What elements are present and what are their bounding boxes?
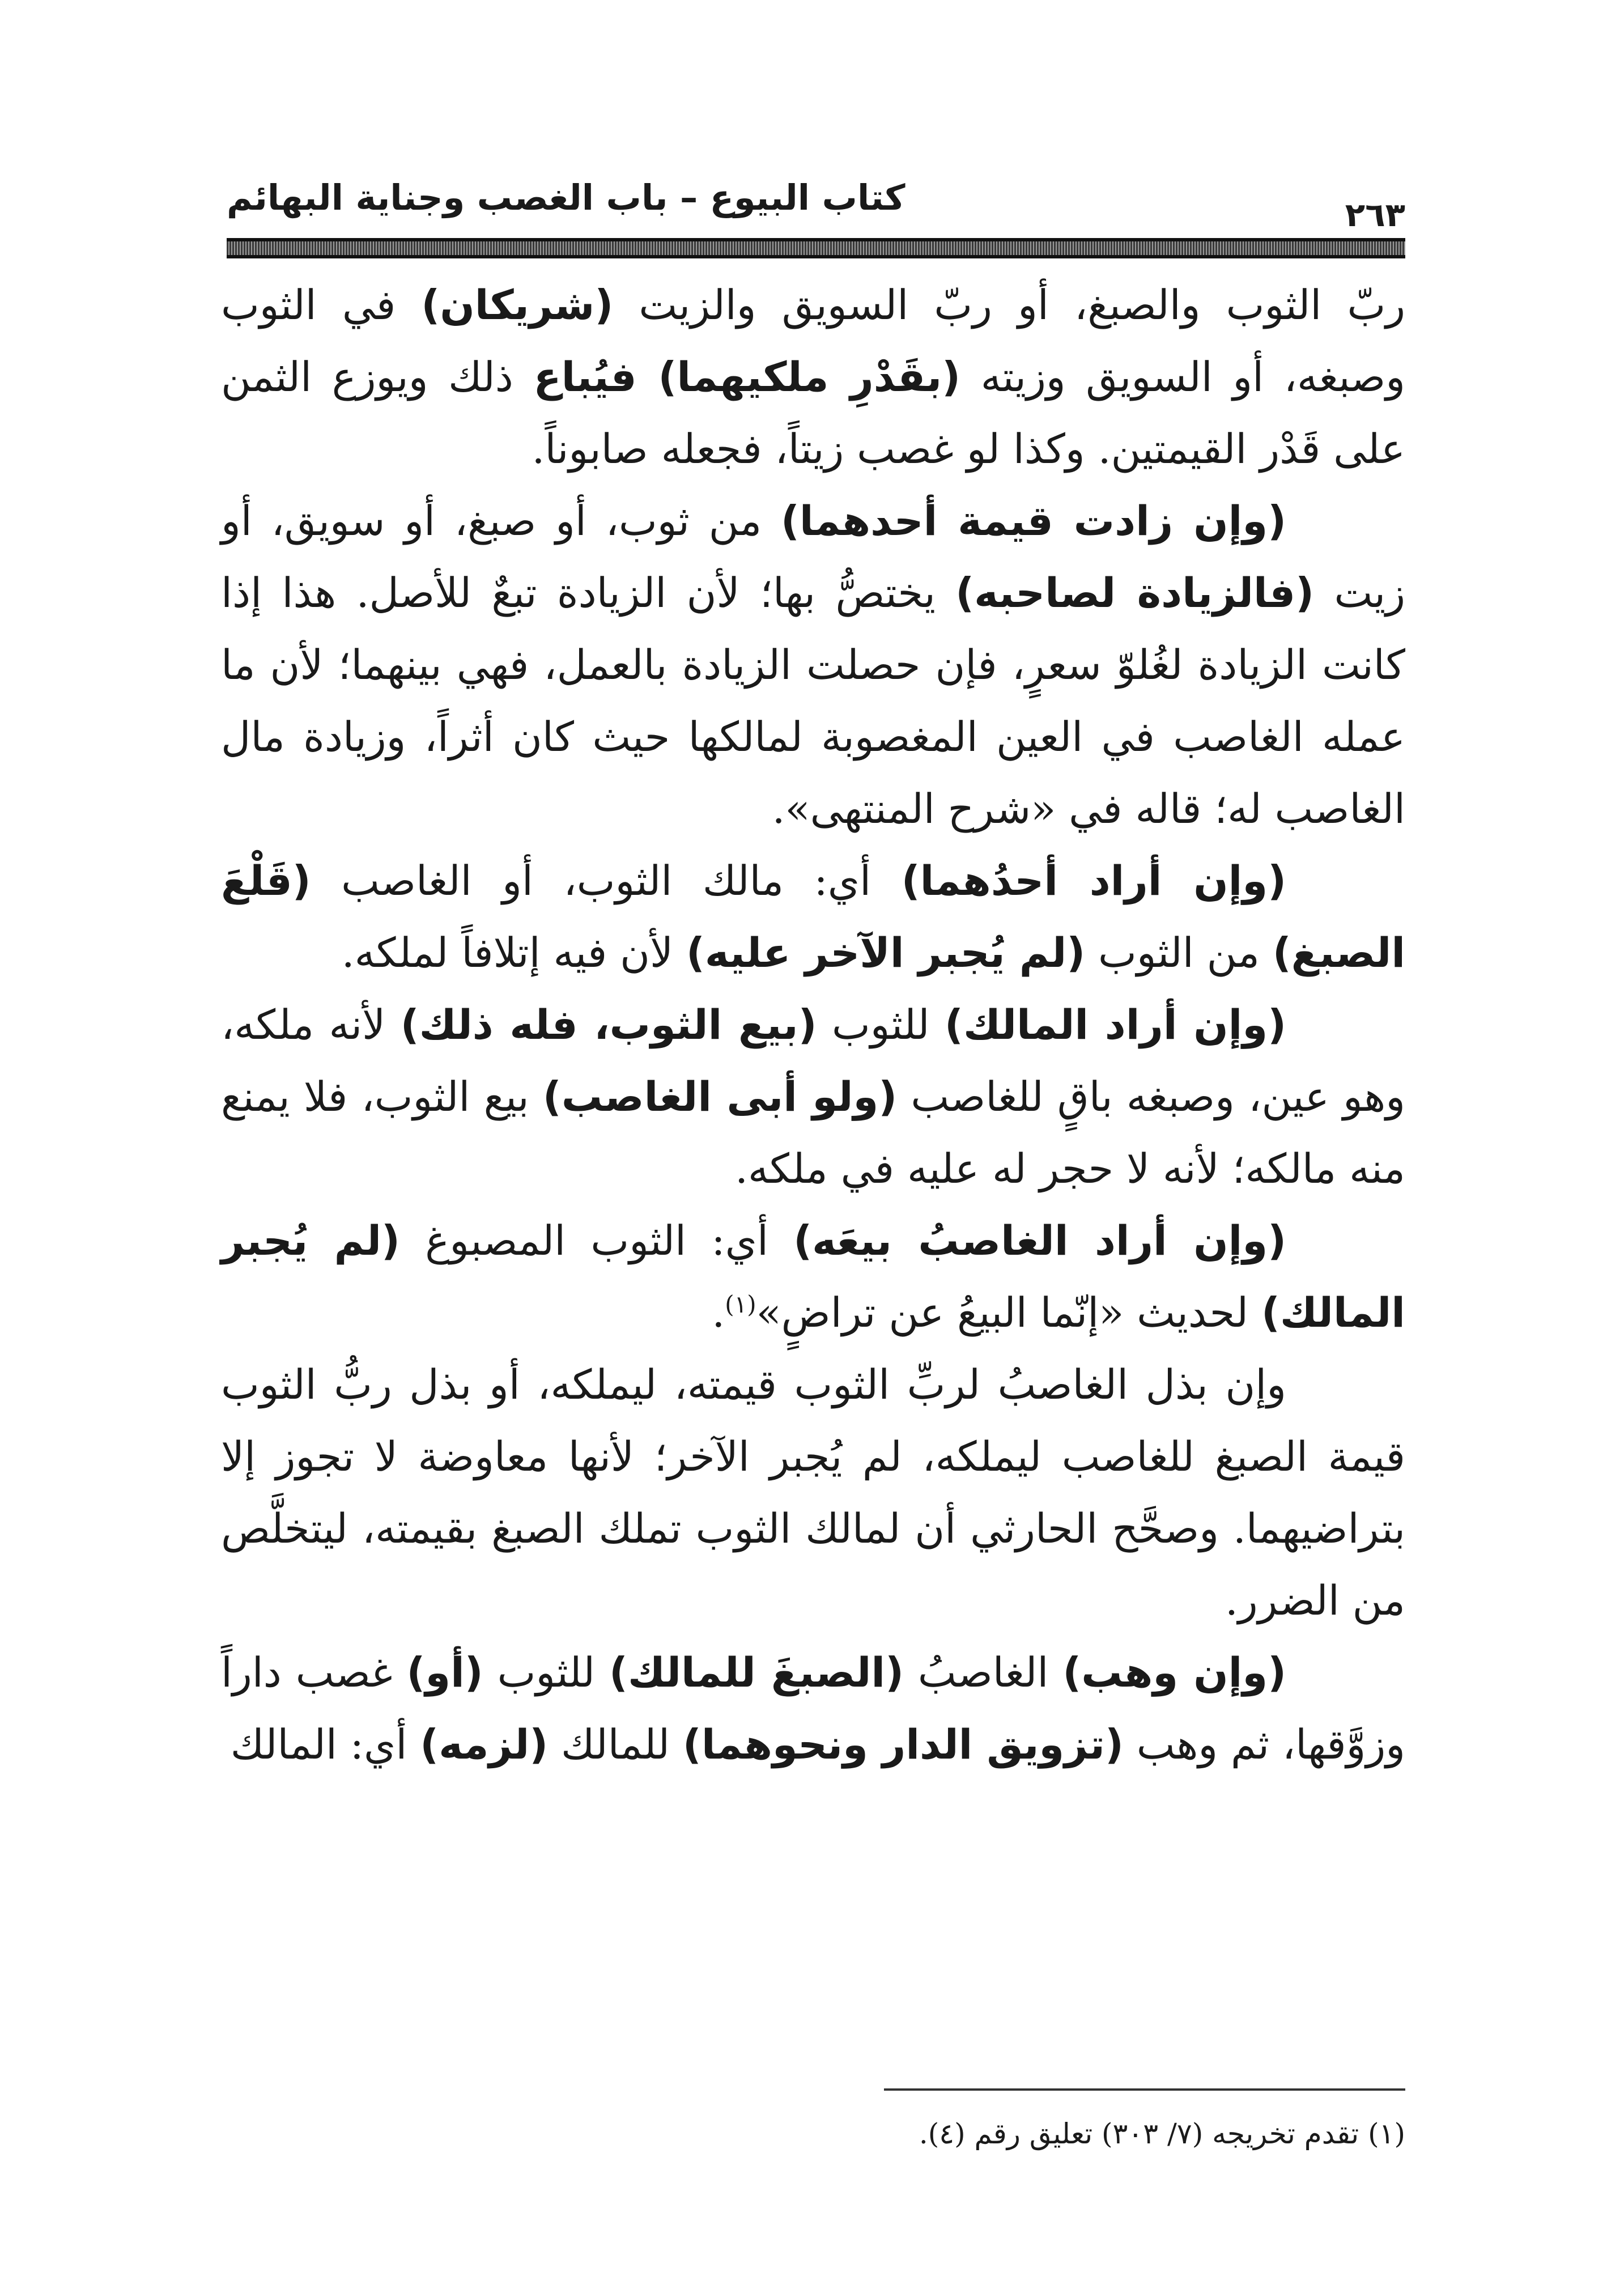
main-text bbox=[221, 269, 1405, 1781]
paragraph-1: ربّ الثوب والصبغ، أو ربّ السويق والزيت (شريكان) في الثوب وصبغه، أو السويق وزيته (بقَدْرِ ملكيهما) فيُباع ذلك ويوزع الثمن على قَدْر القيمتين. وكذا لو غصب زيتاً، فجعله صابوناً. bbox=[221, 281, 1405, 473]
header-divider bbox=[227, 238, 1405, 258]
paragraph-4: (وإن أراد المالك) للثوب (بيع الثوب، فله ذلك) لأنه ملكه، وهو عين، وصبغه باقٍ للغاصب (ولو أبى الغاصب) بيع الثوب، فلا يمنع منه مالكه؛ لأنه لا حجر له عليه في ملكه. bbox=[221, 1001, 1405, 1192]
paragraph-2: (وإن زادت قيمة أحدهما) من ثوب، أو صبغ، أو سويق، أو زيت (فالزيادة لصاحبه) يختصُّ بها؛ لأن الزيادة تبعٌ للأصل. هذا إذا كانت الزيادة لغُلوّ سعرٍ، فإن حصلت الزيادة بالعمل، فهي بينهما؛ لأن ما عمله الغاصب في العين المغصوبة لمالكها حيث كان أثراً، وزيادة مال الغاصب له؛ قاله في «شرح المنتهى». bbox=[221, 497, 1405, 833]
running-title: كتاب البيوع – باب الغصب وجناية البهائم bbox=[227, 177, 905, 218]
paragraph-6: وإن بذل الغاصبُ لربِّ الثوب قيمته، ليملكه، أو بذل ربُّ الثوب قيمة الصبغ للغاصب ليملكه، لم يُجبر الآخر؛ لأنها معاوضة لا تجوز إلا بتراضيهما. وصحَّح الحارثي أن لمالك الثوب تملك الصبغ بقيمته، ليتخلَّص من الضرر. bbox=[221, 1361, 1405, 1624]
footnote-divider bbox=[884, 2088, 1405, 2091]
footnote: (١) تقدم تخريجه (٧/ ٣٠٣) تعليق رقم (٤). bbox=[919, 2117, 1405, 2150]
footnote-marker: (١) bbox=[725, 1290, 756, 1318]
paragraph-5: (وإن أراد الغاصبُ بيعَه) أي: الثوب المصبوغ (لم يُجبر المالك) لحديث «إنّما البيعُ عن تراضٍ»$^{(١)}$. bbox=[221, 1217, 1405, 1336]
paragraph-3: (وإن أراد أحدُهما) أي: مالك الثوب، أو الغاصب (قَلْعَ الصبغ) من الثوب (لم يُجبر الآخر عليه) لأن فيه إتلافاً لملكه. bbox=[221, 857, 1405, 976]
paragraph-7: (وإن وهب) الغاصبُ (الصبغَ للمالك) للثوب (أو) غصب داراً وزوَّقها، ثم وهب (تزويق الدار ونحوهما) للمالك (لزمه) أي: المالك bbox=[221, 1649, 1405, 1768]
page-number: ٢٦٣ bbox=[1345, 196, 1405, 234]
running-header bbox=[227, 164, 1405, 232]
